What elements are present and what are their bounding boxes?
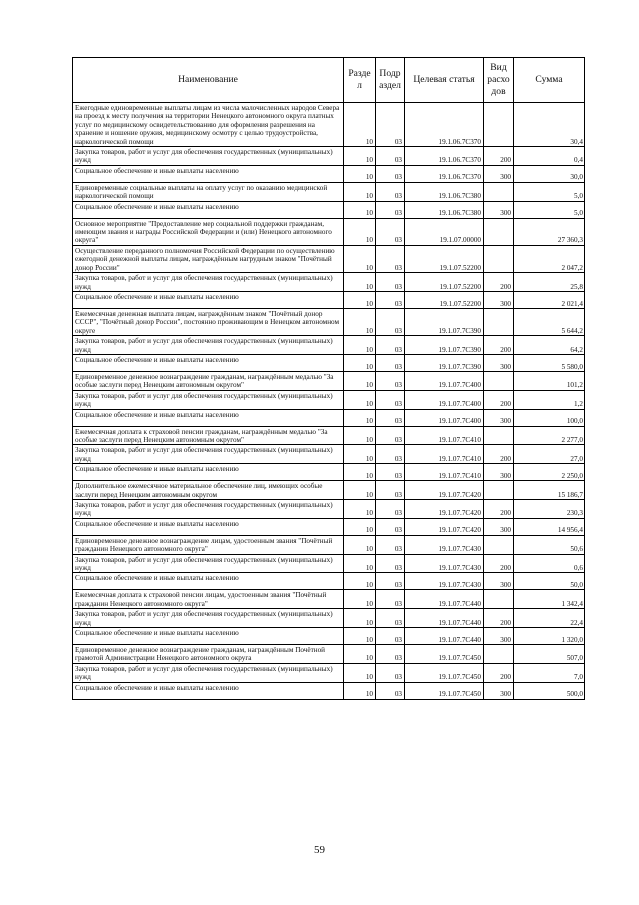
row-vid: 300 (484, 409, 514, 426)
row-article: 19.1.07.7С430 (405, 573, 484, 590)
row-sum: 101,2 (514, 371, 585, 390)
table-row (73, 500, 585, 519)
row-name: Социальное обеспечение и иные выплаты населению (73, 409, 344, 426)
header-podrazdel: Подр аздел (376, 58, 405, 103)
table-row (73, 273, 585, 292)
row-article: 19.1.07.7С450 (405, 663, 484, 682)
row-razdel: 10 (344, 535, 376, 554)
row-vid (484, 371, 514, 390)
table-header-row (73, 58, 585, 103)
row-vid: 300 (484, 682, 514, 699)
row-vid: 300 (484, 518, 514, 535)
row-podrazdel: 03 (376, 628, 405, 645)
header-article: Целевая статья (405, 58, 484, 103)
row-razdel: 10 (344, 609, 376, 628)
row-podrazdel: 03 (376, 103, 405, 147)
row-article: 19.1.07.7С390 (405, 336, 484, 355)
row-article: 19.1.07.7С390 (405, 354, 484, 371)
row-name: Единовременное денежное вознаграждение гражданам, награждённым Почётной грамотой Администрации Ненецкого автономного округа (73, 645, 344, 664)
row-vid (484, 535, 514, 554)
row-article: 19.1.06.7С370 (405, 103, 484, 147)
row-article: 19.1.07.7С420 (405, 481, 484, 500)
table-row (73, 103, 585, 147)
row-name: Социальное обеспечение и иные выплаты населению (73, 628, 344, 645)
row-razdel: 10 (344, 273, 376, 292)
row-razdel: 10 (344, 409, 376, 426)
row-razdel: 10 (344, 500, 376, 519)
row-vid (484, 245, 514, 272)
row-vid (484, 182, 514, 201)
row-name: Осуществление переданного полномочия Российской Федерации по осуществлению ежегодной денежной выплаты лицам, награждённым нагрудным знаком "Почётный донор России" (73, 245, 344, 272)
row-name: Социальное обеспечение и иные выплаты населению (73, 201, 344, 218)
row-sum: 1,2 (514, 390, 585, 409)
row-name: Закупка товаров, работ и услуг для обеспечения государственных (муниципальных) нужд (73, 273, 344, 292)
row-razdel: 10 (344, 291, 376, 308)
row-razdel: 10 (344, 518, 376, 535)
row-vid: 300 (484, 201, 514, 218)
table-body (73, 103, 585, 700)
row-razdel: 10 (344, 165, 376, 182)
row-name: Единовременное денежное вознаграждение лицам, удостоенным звания "Почётный гражданин Ненецкого автономного округа" (73, 535, 344, 554)
row-vid: 200 (484, 554, 514, 573)
row-podrazdel: 03 (376, 554, 405, 573)
row-podrazdel: 03 (376, 518, 405, 535)
row-razdel: 10 (344, 354, 376, 371)
table-row (73, 201, 585, 218)
row-article: 19.1.07.7С400 (405, 371, 484, 390)
row-vid (484, 218, 514, 245)
row-razdel: 10 (344, 445, 376, 464)
row-podrazdel: 03 (376, 409, 405, 426)
row-article: 19.1.07.52200 (405, 291, 484, 308)
row-vid: 200 (484, 147, 514, 166)
row-name: Единовременное денежное вознаграждение гражданам, награждённым медалью "За особые заслуги перед Ненецким автономным округом" (73, 371, 344, 390)
row-podrazdel: 03 (376, 426, 405, 445)
table-row (73, 609, 585, 628)
row-name: Закупка товаров, работ и услуг для обеспечения государственных (муниципальных) нужд (73, 390, 344, 409)
row-sum: 500,0 (514, 682, 585, 699)
row-article: 19.1.07.7С450 (405, 682, 484, 699)
budget-table-page (72, 57, 584, 700)
row-name: Закупка товаров, работ и услуг для обеспечения государственных (муниципальных) нужд (73, 147, 344, 166)
row-podrazdel: 03 (376, 682, 405, 699)
row-name: Дополнительное ежемесячное материальное обеспечение лиц, имеющих особые заслуги перед Ненецким автономным округом (73, 481, 344, 500)
row-podrazdel: 03 (376, 354, 405, 371)
row-razdel: 10 (344, 390, 376, 409)
row-razdel: 10 (344, 147, 376, 166)
table-row (73, 218, 585, 245)
table-row (73, 426, 585, 445)
table-row (73, 518, 585, 535)
row-razdel: 10 (344, 336, 376, 355)
table-row (73, 481, 585, 500)
row-razdel: 10 (344, 426, 376, 445)
row-vid: 300 (484, 291, 514, 308)
row-sum: 22,4 (514, 609, 585, 628)
row-sum: 30,4 (514, 103, 585, 147)
row-podrazdel: 03 (376, 590, 405, 609)
row-name: Социальное обеспечение и иные выплаты населению (73, 291, 344, 308)
row-razdel: 10 (344, 464, 376, 481)
row-razdel: 10 (344, 218, 376, 245)
row-article: 19.1.07.7С410 (405, 426, 484, 445)
row-sum: 50,0 (514, 573, 585, 590)
table-row (73, 291, 585, 308)
row-vid: 200 (484, 663, 514, 682)
row-podrazdel: 03 (376, 481, 405, 500)
row-sum: 2 021,4 (514, 291, 585, 308)
row-sum: 27 360,3 (514, 218, 585, 245)
row-sum: 0,4 (514, 147, 585, 166)
row-podrazdel: 03 (376, 609, 405, 628)
row-podrazdel: 03 (376, 464, 405, 481)
row-name: Закупка товаров, работ и услуг для обеспечения государственных (муниципальных) нужд (73, 445, 344, 464)
row-vid: 300 (484, 354, 514, 371)
row-razdel: 10 (344, 590, 376, 609)
row-name: Социальное обеспечение и иные выплаты населению (73, 354, 344, 371)
row-article: 19.1.07.7С420 (405, 518, 484, 535)
table-row (73, 445, 585, 464)
table-row (73, 147, 585, 166)
row-vid: 200 (484, 609, 514, 628)
row-razdel: 10 (344, 245, 376, 272)
row-razdel: 10 (344, 628, 376, 645)
row-name: Ежемесячная денежная выплата лицам, награждённым знаком "Почётный донор СССР", "Почётный донор России", постоянно проживающим в Ненецком автономном округе (73, 308, 344, 335)
row-podrazdel: 03 (376, 245, 405, 272)
row-article: 19.1.07.7С430 (405, 535, 484, 554)
row-vid: 200 (484, 273, 514, 292)
table-row (73, 371, 585, 390)
row-name: Ежегодные единовременные выплаты лицам из числа малочисленных народов Севера на проезд к месту получения на территории Ненецкого автономного округа платных услуг по медицинскому освидетельствованию для оформления разрешения на хранение и ношение оружия, медицинскому осмотру с целью трудоустройства, наркологической помощи (73, 103, 344, 147)
row-sum: 5 580,0 (514, 354, 585, 371)
row-sum: 2 047,2 (514, 245, 585, 272)
row-sum: 100,0 (514, 409, 585, 426)
page-number: 59 (314, 844, 325, 856)
row-podrazdel: 03 (376, 201, 405, 218)
row-sum: 5,0 (514, 182, 585, 201)
table-row (73, 645, 585, 664)
row-podrazdel: 03 (376, 663, 405, 682)
row-vid: 300 (484, 628, 514, 645)
row-vid (484, 645, 514, 664)
row-sum: 0,6 (514, 554, 585, 573)
row-sum: 25,8 (514, 273, 585, 292)
table-row (73, 165, 585, 182)
row-article: 19.1.07.7С400 (405, 390, 484, 409)
row-article: 19.1.06.7С370 (405, 147, 484, 166)
row-podrazdel: 03 (376, 573, 405, 590)
row-podrazdel: 03 (376, 336, 405, 355)
row-sum: 64,2 (514, 336, 585, 355)
table-row (73, 535, 585, 554)
row-article: 19.1.07.7С420 (405, 500, 484, 519)
row-podrazdel: 03 (376, 535, 405, 554)
row-article: 19.1.07.7С410 (405, 445, 484, 464)
table-row (73, 182, 585, 201)
table-row (73, 464, 585, 481)
row-podrazdel: 03 (376, 273, 405, 292)
row-sum: 2 250,0 (514, 464, 585, 481)
row-sum: 1 320,0 (514, 628, 585, 645)
row-name: Социальное обеспечение и иные выплаты населению (73, 573, 344, 590)
table-row (73, 354, 585, 371)
row-razdel: 10 (344, 182, 376, 201)
row-razdel: 10 (344, 663, 376, 682)
row-razdel: 10 (344, 554, 376, 573)
row-name: Закупка товаров, работ и услуг для обеспечения государственных (муниципальных) нужд (73, 609, 344, 628)
row-article: 19.1.07.7С440 (405, 628, 484, 645)
row-sum: 5,0 (514, 201, 585, 218)
row-razdel: 10 (344, 682, 376, 699)
table-row (73, 336, 585, 355)
row-podrazdel: 03 (376, 218, 405, 245)
row-vid: 200 (484, 336, 514, 355)
table-row (73, 409, 585, 426)
row-vid: 300 (484, 464, 514, 481)
row-sum: 30,0 (514, 165, 585, 182)
row-vid: 300 (484, 165, 514, 182)
row-podrazdel: 03 (376, 182, 405, 201)
row-vid (484, 481, 514, 500)
row-sum: 7,0 (514, 663, 585, 682)
row-podrazdel: 03 (376, 500, 405, 519)
table-row (73, 628, 585, 645)
row-podrazdel: 03 (376, 147, 405, 166)
row-razdel: 10 (344, 573, 376, 590)
table-row (73, 390, 585, 409)
table-row (73, 308, 585, 335)
header-vid: Вид расхо дов (484, 58, 514, 103)
row-article: 19.1.07.7С440 (405, 590, 484, 609)
row-podrazdel: 03 (376, 445, 405, 464)
row-name: Закупка товаров, работ и услуг для обеспечения государственных (муниципальных) нужд (73, 336, 344, 355)
row-article: 19.1.07.52200 (405, 245, 484, 272)
row-sum: 14 956,4 (514, 518, 585, 535)
row-article: 19.1.07.52200 (405, 273, 484, 292)
row-sum: 50,6 (514, 535, 585, 554)
row-sum: 507,0 (514, 645, 585, 664)
row-vid (484, 590, 514, 609)
row-name: Ежемесячная доплата к страховой пенсии лицам, удостоенным звания "Почётный гражданин Ненецкого автономного округа" (73, 590, 344, 609)
row-article: 19.1.06.7С380 (405, 182, 484, 201)
table-row (73, 554, 585, 573)
table-row (73, 245, 585, 272)
row-article: 19.1.07.7С390 (405, 308, 484, 335)
row-vid (484, 308, 514, 335)
row-vid: 200 (484, 445, 514, 464)
row-razdel: 10 (344, 201, 376, 218)
row-vid: 200 (484, 390, 514, 409)
row-article: 19.1.07.7С440 (405, 609, 484, 628)
row-article: 19.1.06.7С380 (405, 201, 484, 218)
table-row (73, 663, 585, 682)
row-name: Социальное обеспечение и иные выплаты населению (73, 464, 344, 481)
row-name: Социальное обеспечение и иные выплаты населению (73, 165, 344, 182)
row-razdel: 10 (344, 481, 376, 500)
row-article: 19.1.07.7С450 (405, 645, 484, 664)
row-sum: 2 277,0 (514, 426, 585, 445)
row-razdel: 10 (344, 308, 376, 335)
row-razdel: 10 (344, 103, 376, 147)
row-podrazdel: 03 (376, 165, 405, 182)
row-razdel: 10 (344, 645, 376, 664)
row-podrazdel: 03 (376, 308, 405, 335)
row-name: Единовременные социальные выплаты на оплату услуг по оказанию медицинской наркологической помощи (73, 182, 344, 201)
row-name: Закупка товаров, работ и услуг для обеспечения государственных (муниципальных) нужд (73, 500, 344, 519)
row-name: Основное мероприятие "Предоставление мер социальной поддержки гражданам, имеющим звания и награды Российской Федерации и (или) Ненецкого автономного округа" (73, 218, 344, 245)
budget-table (72, 57, 585, 700)
row-name: Закупка товаров, работ и услуг для обеспечения государственных (муниципальных) нужд (73, 554, 344, 573)
row-vid: 300 (484, 573, 514, 590)
row-vid (484, 103, 514, 147)
row-article: 19.1.07.7С430 (405, 554, 484, 573)
row-vid: 200 (484, 500, 514, 519)
row-podrazdel: 03 (376, 291, 405, 308)
row-vid (484, 426, 514, 445)
row-razdel: 10 (344, 371, 376, 390)
row-article: 19.1.07.7С410 (405, 464, 484, 481)
row-article: 19.1.06.7С370 (405, 165, 484, 182)
header-razdel: Разде л (344, 58, 376, 103)
row-sum: 5 644,2 (514, 308, 585, 335)
row-article: 19.1.07.7С400 (405, 409, 484, 426)
row-article: 19.1.07.00000 (405, 218, 484, 245)
row-podrazdel: 03 (376, 390, 405, 409)
table-row (73, 590, 585, 609)
row-sum: 1 342,4 (514, 590, 585, 609)
row-sum: 230,3 (514, 500, 585, 519)
row-name: Ежемесячная доплата к страховой пенсии гражданам, награждённым медалью "За особые заслуги перед Ненецким автономным округом" (73, 426, 344, 445)
row-podrazdel: 03 (376, 371, 405, 390)
row-sum: 27,0 (514, 445, 585, 464)
header-sum: Сумма (514, 58, 585, 103)
row-sum: 15 186,7 (514, 481, 585, 500)
row-podrazdel: 03 (376, 645, 405, 664)
row-name: Закупка товаров, работ и услуг для обеспечения государственных (муниципальных) нужд (73, 663, 344, 682)
row-name: Социальное обеспечение и иные выплаты населению (73, 518, 344, 535)
header-name: Наименование (73, 58, 344, 103)
table-row (73, 682, 585, 699)
row-name: Социальное обеспечение и иные выплаты населению (73, 682, 344, 699)
table-row (73, 573, 585, 590)
